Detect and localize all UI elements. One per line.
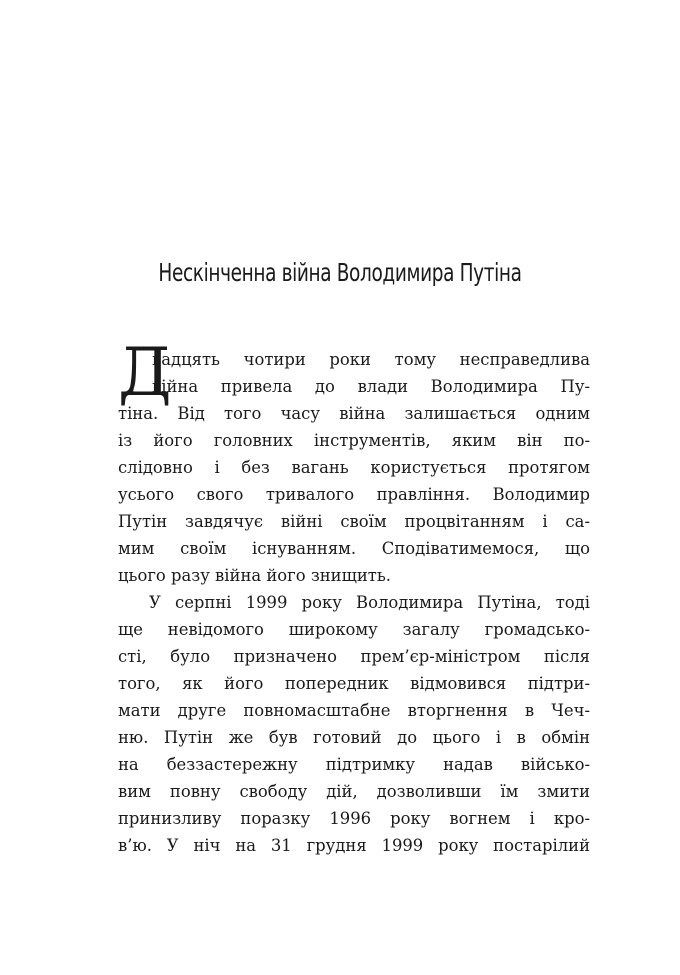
drop-cap: Д <box>118 334 172 411</box>
text-line: цього разу війна його знищить. <box>118 566 391 585</box>
text-line: із його головних інструментів, яким він по- <box>118 431 590 450</box>
text-line: тіна. Від того часу війна залишається одним <box>118 404 590 423</box>
text-line: слідовно і без вагань користується протягом <box>118 458 590 477</box>
text-line: усього свого тривалого правління. Володимир <box>118 485 590 504</box>
text-line: сті, було призначено прем’єр-міністром після <box>118 647 590 666</box>
text-line: того, як його попередник відмовився підтри- <box>118 674 590 693</box>
paragraph-2 <box>118 589 590 859</box>
text-line: мим своїм існуванням. Сподіватимемося, що <box>118 539 590 558</box>
text-line: ще невідомого широкому загалу громадсько- <box>118 620 590 639</box>
text-line: У серпні 1999 року Володимира Путіна, тоді <box>149 593 590 612</box>
paragraph-1 <box>118 334 590 589</box>
text-line: вадцять чотири роки тому несправедлива <box>152 350 590 369</box>
chapter-title: Нескінченна війна Володимира Путіна <box>158 258 522 287</box>
text-line: ню. Путін же був готовий до цього і в обмін <box>118 728 590 747</box>
text-line: на беззастережну підтримку надав військо- <box>118 755 590 774</box>
text-line: в’ю. У ніч на 31 грудня 1999 року постарілий <box>118 836 590 855</box>
text-line: вим повну свободу дій, дозволивши їм змити <box>118 782 590 801</box>
text-line: війна привела до влади Володимира Пу- <box>152 377 590 396</box>
text-line: принизливу поразку 1996 року вогнем і кро- <box>118 809 590 828</box>
body-text <box>118 334 590 859</box>
text-line: Путін завдячує війні своїм процвітанням і са- <box>118 512 590 531</box>
text-line: мати друге повномасштабне вторгнення в Чеч- <box>118 701 590 720</box>
